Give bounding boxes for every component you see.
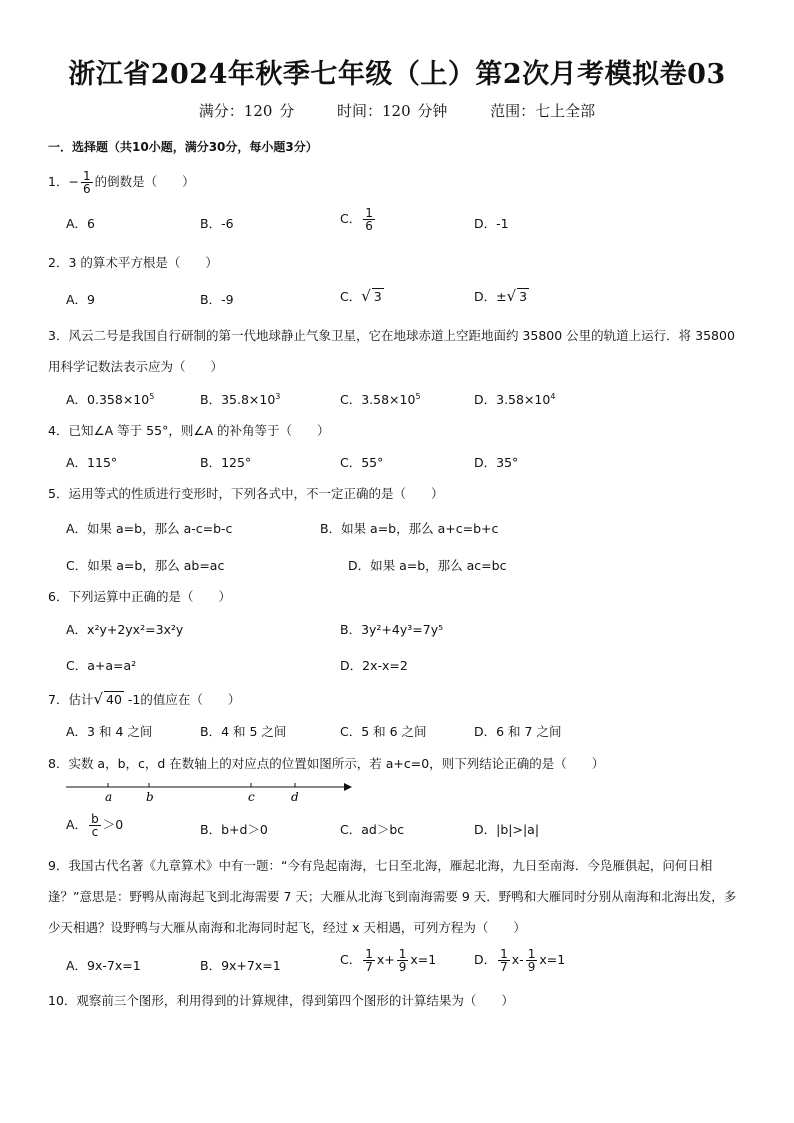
- denominator: 6: [365, 219, 373, 233]
- option-a[interactable]: A．x²y+2yx²=3x²y: [66, 622, 184, 637]
- axis-arrow: [344, 783, 352, 791]
- radical-sign: √: [93, 690, 104, 708]
- option-text: A．0.358×10: [66, 392, 150, 407]
- option-c[interactable]: C．如果 a=b，那么 ab=ac: [66, 558, 225, 573]
- denominator: 6: [82, 182, 91, 196]
- question-3: 3．风云二号是我国自行研制的第一代地球静止气象卫星，它在地球赤道上空距地面约 35800 公里的轨道上运行．将 35800 用科学记数法表示应为（ ）: [48, 328, 735, 374]
- exponent: 4: [550, 391, 556, 401]
- denominator: 7: [365, 960, 373, 974]
- exponent: 3: [275, 391, 281, 401]
- label-a: a: [105, 790, 113, 804]
- option-d[interactable]: D．|b|>|a|: [474, 822, 540, 837]
- option-b[interactable]: B．b+d＞0: [200, 822, 268, 837]
- exponent: 5: [415, 391, 421, 401]
- exponent: 5: [149, 391, 155, 401]
- question-6: 6．下列运算中正确的是（ ）: [48, 589, 231, 604]
- option-a[interactable]: A．9: [66, 292, 96, 307]
- option-c[interactable]: [340, 287, 384, 305]
- label-d: d: [291, 790, 299, 804]
- option-text: x+: [376, 952, 395, 967]
- question-text: -1的值应在（ ）: [123, 692, 241, 707]
- fraction: [498, 948, 510, 973]
- option-text: ＞0: [102, 817, 124, 832]
- option-label: C．: [340, 211, 362, 226]
- option-label: D．±: [474, 289, 507, 304]
- numerator: 1: [365, 206, 373, 220]
- option-text: x=1: [410, 952, 437, 967]
- label-c: c: [248, 790, 255, 804]
- minus-sign: −: [68, 174, 79, 189]
- numerator: 1: [527, 947, 536, 961]
- option-c[interactable]: C．55°: [340, 455, 384, 470]
- option-c[interactable]: [340, 390, 421, 408]
- option-text: x-: [511, 952, 524, 967]
- exam-time: 时间：120 分钟: [336, 102, 448, 120]
- radicand: 3: [373, 289, 382, 304]
- fraction: [397, 948, 409, 973]
- full-score: 满分：120 分: [198, 102, 295, 120]
- question-1: [48, 170, 195, 195]
- exam-info: [0, 100, 794, 121]
- fraction: [363, 207, 375, 232]
- option-a[interactable]: [66, 390, 154, 408]
- option-label: C．: [340, 952, 362, 967]
- numerator: 1: [82, 169, 91, 183]
- option-b[interactable]: [200, 390, 280, 408]
- option-a[interactable]: A．115°: [66, 455, 118, 470]
- option-b[interactable]: B．3y²+4y³=7y⁵: [340, 622, 444, 637]
- option-d[interactable]: [474, 948, 565, 973]
- numerator: 1: [365, 947, 373, 961]
- option-c[interactable]: C．5 和 6 之间: [340, 724, 427, 739]
- question-8: 8．实数 a，b，c，d 在数轴上的对应点的位置如图所示，若 a+c=0，则下列结论正确的是（ ）: [48, 756, 605, 771]
- denominator: 9: [527, 960, 536, 974]
- question-4: 4．已知∠A 等于 55°，则∠A 的补角等于（ ）: [48, 423, 330, 438]
- denominator: c: [91, 825, 99, 839]
- denominator: 9: [398, 960, 407, 974]
- option-b[interactable]: B．-6: [200, 216, 234, 231]
- option-d[interactable]: D．35°: [474, 455, 519, 470]
- number-line-diagram: [66, 778, 356, 804]
- option-b[interactable]: B．如果 a=b，那么 a+c=b+c: [320, 521, 499, 536]
- option-d[interactable]: [474, 287, 529, 305]
- option-a[interactable]: A．3 和 4 之间: [66, 724, 153, 739]
- fraction: [89, 813, 101, 838]
- question-number: 1．: [48, 174, 69, 189]
- option-c[interactable]: [340, 948, 436, 973]
- option-a[interactable]: A．6: [66, 216, 96, 231]
- page-title: 浙江省2024年秋季七年级（上）第2次月考模拟卷03: [68, 59, 726, 90]
- question-7: [48, 690, 240, 708]
- question-text: 7．估计: [48, 692, 94, 707]
- question-5: 5．运用等式的性质进行变形时，下列各式中，不一定正确的是（ ）: [48, 486, 444, 501]
- numerator: 1: [500, 947, 508, 961]
- option-b[interactable]: B．4 和 5 之间: [200, 724, 287, 739]
- section-heading: 一．选择题（共10小题，满分30分，每小题3分）: [48, 140, 318, 154]
- question-10: 10．观察前三个图形，利用得到的计算规律，得到第四个图形的计算结果为（ ）: [48, 993, 514, 1008]
- option-c[interactable]: [340, 207, 377, 232]
- question-9: 9．我国古代名著《九章算术》中有一题：“今有凫起南海，七日至北海，雁起北海，九日至南海．今凫雁俱起，问何日相逢？”意思是：野鸭从南海起飞到北海需要 7 天；大雁从北海飞到南海需要 9 天．野鸭和大雁同时分别从南海和北海出发，多少天相遇？设野鸭与大雁从南海和北海同时起飞，经过 x 天相遇，可列方程为（ ）: [48, 858, 737, 935]
- option-b[interactable]: B．9x+7x=1: [200, 958, 281, 973]
- radicand: 40: [106, 692, 122, 707]
- fraction: [363, 948, 375, 973]
- radicand: 3: [519, 289, 528, 304]
- option-label: D．: [474, 952, 497, 967]
- option-d[interactable]: D．6 和 7 之间: [474, 724, 562, 739]
- label-b: b: [146, 790, 154, 804]
- numerator: b: [91, 812, 99, 826]
- option-d[interactable]: D．-1: [474, 216, 509, 231]
- option-d[interactable]: [474, 390, 555, 408]
- denominator: 7: [500, 960, 508, 974]
- question-2: 2．3 的算术平方根是（ ）: [48, 255, 218, 270]
- option-d[interactable]: D．如果 a=b，那么 ac=bc: [348, 558, 507, 573]
- exam-scope: 范围：七上全部: [490, 102, 596, 120]
- option-text: B．35.8×10: [200, 392, 276, 407]
- option-a[interactable]: A．如果 a=b，那么 a-c=b-c: [66, 521, 233, 536]
- option-d[interactable]: D．2x-x=2: [340, 658, 408, 673]
- radical-sign: √: [361, 287, 371, 305]
- option-text: x=1: [539, 952, 566, 967]
- option-text: C．3.58×10: [340, 392, 416, 407]
- radical-sign: √: [506, 287, 517, 305]
- option-b[interactable]: B．-9: [200, 292, 234, 307]
- option-a[interactable]: [66, 813, 123, 838]
- option-c[interactable]: C．ad＞bc: [340, 822, 405, 837]
- fraction: [81, 170, 93, 195]
- option-label: A．: [66, 817, 88, 832]
- option-b[interactable]: B．125°: [200, 455, 252, 470]
- question-text: 的倒数是（ ）: [94, 174, 195, 189]
- option-label: C．: [340, 289, 362, 304]
- numerator: 1: [398, 947, 407, 961]
- fraction: [526, 948, 538, 973]
- option-c[interactable]: C．a+a=a²: [66, 658, 137, 673]
- option-text: D．3.58×10: [474, 392, 551, 407]
- option-a[interactable]: A．9x-7x=1: [66, 958, 141, 973]
